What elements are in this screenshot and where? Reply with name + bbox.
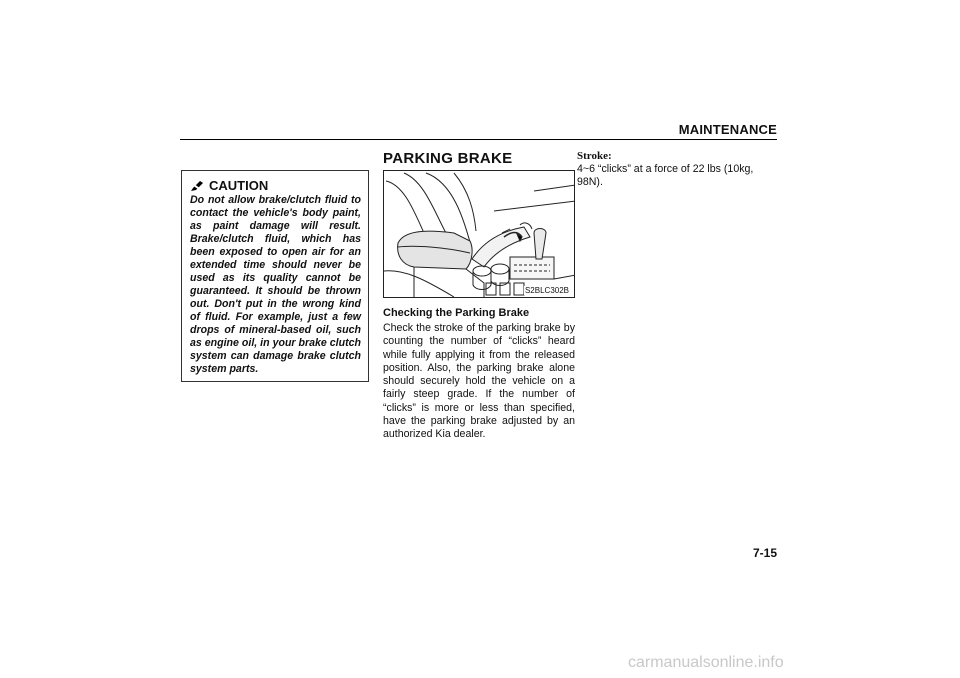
caution-title: CAUTION [209, 178, 269, 193]
header-section-title: MAINTENANCE [678, 122, 777, 137]
header-rule [180, 139, 777, 140]
caution-text: Do not allow brake/clutch fluid to contact the vehicle's body paint, as paint damage will result. Brake/clutch fluid, which has been exposed to open air for an extended time should never be used as its quality cannot be guaranteed. It should be thrown out. Don't put in the wrong kind of fluid. For example, just a few drops of mineral-based oil, such as engine oil, in your brake clutch system can damage brake clutch system parts. [190, 194, 361, 375]
watermark: carmanualsonline.info [628, 654, 784, 671]
figure-code: S2BLC302B [524, 286, 569, 295]
section-title: PARKING BRAKE [383, 150, 513, 167]
page-number: 7-15 [752, 546, 777, 560]
parking-brake-figure [383, 170, 575, 298]
stroke-label: Stroke: [577, 150, 612, 162]
pencil-icon [190, 180, 204, 192]
parking-brake-illustration [384, 171, 575, 298]
checking-text: Check the stroke of the parking brake by counting the number of “clicks” heard while fully applying it from the released position. Also, the parking brake alone should securely hold the vehicle on a fairly steep grade. If the number of “clicks” is more or less than specified, have the parking brake adjusted by an authorized Kia dealer. [383, 322, 575, 441]
caution-box [181, 170, 369, 382]
stroke-text: 4~6 “clicks” at a force of 22 lbs (10kg, 98N). [577, 163, 754, 189]
checking-heading: Checking the Parking Brake [383, 307, 530, 319]
caution-heading [190, 178, 361, 193]
